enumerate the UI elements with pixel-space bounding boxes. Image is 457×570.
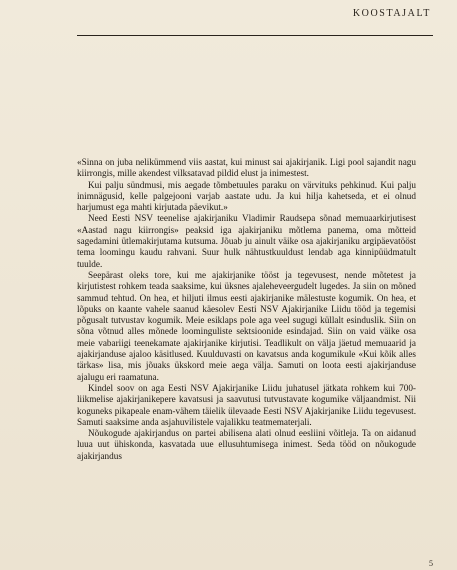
paragraph: Seepärast oleks tore, kui me ajakirjanike tööst ja tegevusest, nende mõtetest ja kirjutistest rohkem teada saaksime, kui üksnes ajaleheveergudelt lugedes. Ja siin on mõned sammud tehtud. On hea, et hiljuti ilmus eesti ajakirjanike mälestuste kogumik. On hea, et lõpuks on kaante vahele saanud käesolev Eesti NSV Ajakirjanike Liidu tööd ja tegemisi põgusalt tutvustav kogumik. Meie esiklaps pole aga veel sugugi küllalt esinduslik. Siin on sõna võtnud alles mõnede loominguliste sektsioonide esindajad. Siin on vaid väike osa meie vabariigi teenekamate ajakirjanike kirjutisi. Teadlikult on välja jäetud memuaarid ja ajakirjanduse ajaloo käsitlused. Kuulduvasti on kavatsus anda kogumikule «Kui kõik alles tärkas» lisa, mis jõuaks ükskord meie aega välja. Samuti on loota eesti ajakirjanduse ajalugu eri raamatuna. [77, 269, 416, 382]
header-rule [77, 35, 433, 36]
page-number: 5 [429, 559, 433, 568]
paragraph: Kui palju sündmusi, mis aegade tõmbetuules paraku on värvituks pehkinud. Kui palju inimnägusid, kelle palgejooni varjab aastate udu. Ja kui hilja kahetseda, et ei olnud harjumust ega mahti kirjutada päevikut.» [77, 179, 416, 213]
section-title: KOOSTAJALT [352, 8, 431, 19]
paragraph: «Sinna on juba nelikümmend viis aastat, kui minust sai ajakirjanik. Ligi pool sajandit nagu kiirrongis, mille akendest vilksatavad pildid elust ja inimestest. [77, 157, 416, 179]
paragraph: Kindel soov on aga Eesti NSV Ajakirjanike Liidu juhatusel jätkata rohkem kui 700-liikmelise ajakirjanikepere kavatsusi ja saavutusi tutvustavate kogumike väljaandmist. Nii koguneks pikapeale enam-vähem täielik ülevaade Eesti NSV Ajakirjanike Liidu tegevusest. Samuti saaksime anda asjahuvilistele vajalikku teatmematerjali. [77, 382, 416, 427]
paragraph: Need Eesti NSV teenelise ajakirjaniku Vladimir Raudsepa sõnad memuaarkirjutisest «Aastad nagu kiirrongis» peaksid iga ajakirjaniku mõtlema panema, oma mõtteid sagedamini ütlemakirjutama kutsuma. Jõuab ju ainult väike osa ajakirjaniku argipäevatööst tema loomingu kaudu rahvani. Suur hulk nähtustkuuldust lendab aga kinnipüüdmatult tuulde. [77, 213, 416, 269]
body-text [77, 157, 416, 462]
running-header [0, 8, 457, 28]
paragraph: Nõukogude ajakirjandus on partei abilisena alati olnud eesliini võitleja. Ta on aidanud luua uut ühiskonda, kasvatada uue ellusuhtumisega inimest. Seda tööd on nõukogude ajakirjandus [77, 428, 416, 461]
